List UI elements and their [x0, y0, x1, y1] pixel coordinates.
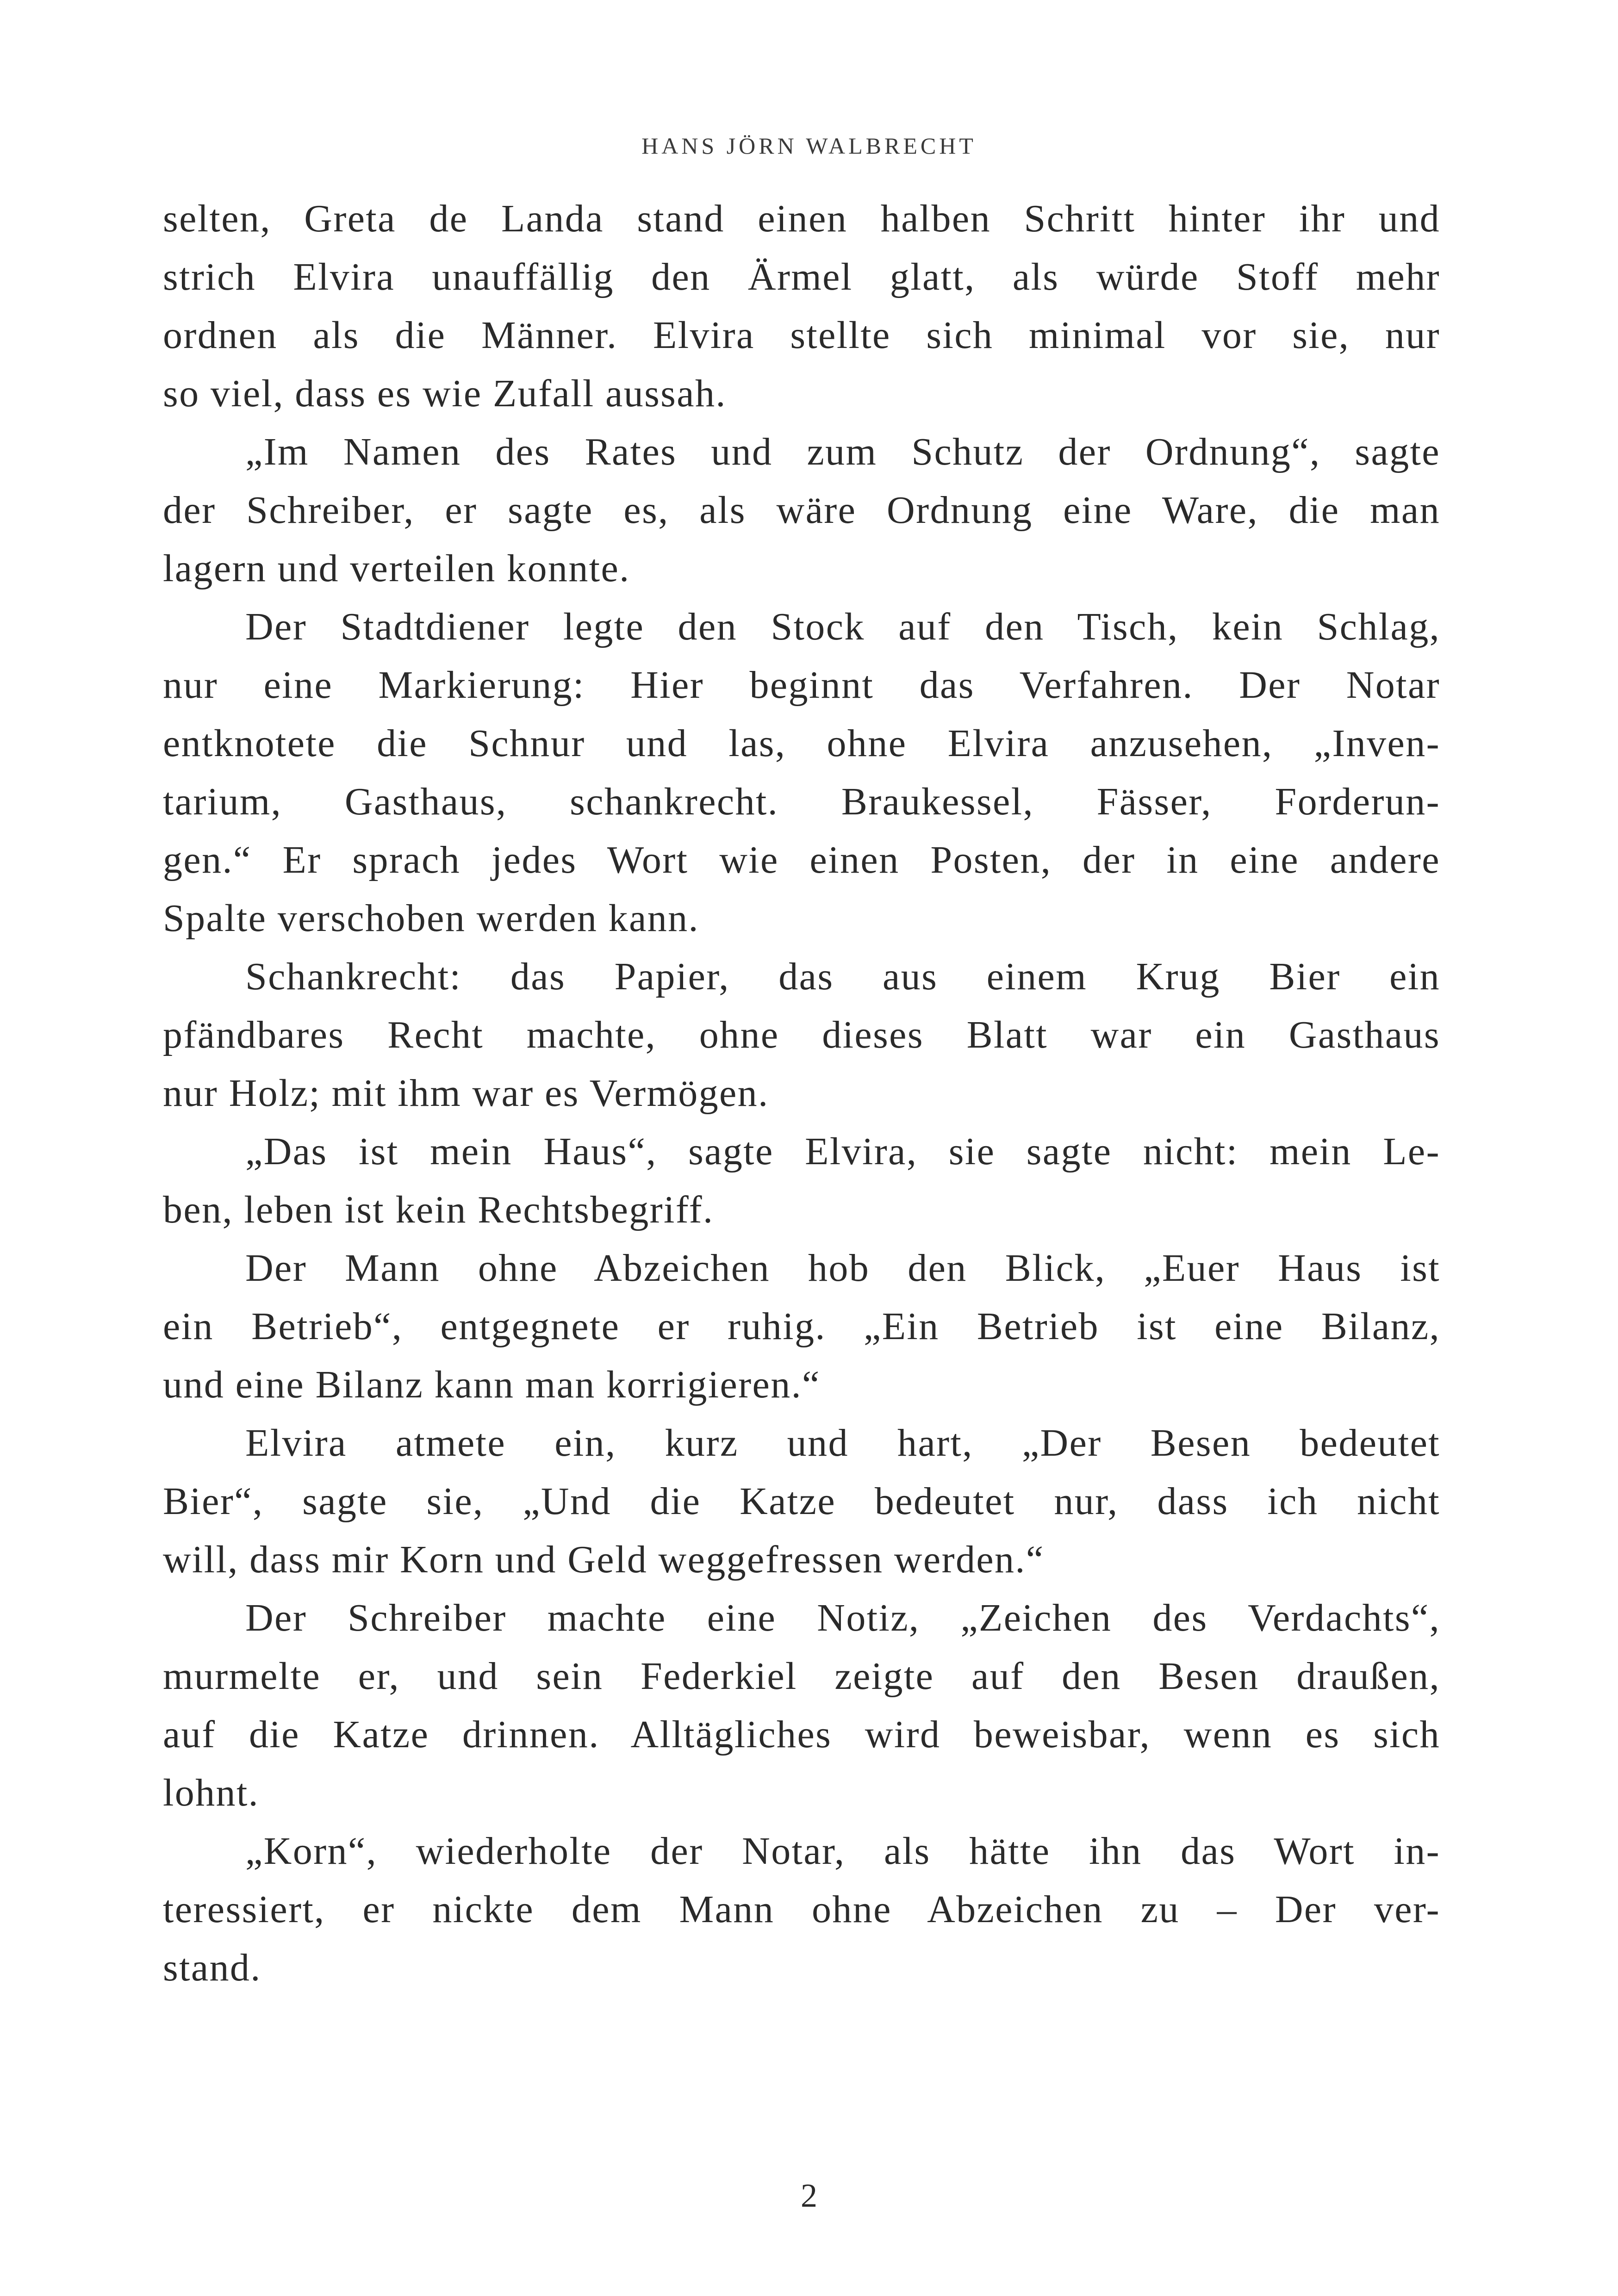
text-line: stand. [163, 1946, 261, 1989]
text-line: pfändbares Recht machte, ohne dieses Blatt war ein Gasthaus [163, 1013, 1440, 1056]
paragraph [163, 1589, 1440, 1822]
text-line: Elvira atmete ein, kurz und hart, „Der Besen bedeutet [245, 1421, 1440, 1464]
text-line: teressiert, er nickte dem Mann ohne Abzeichen zu – Der ver- [163, 1888, 1440, 1931]
running-head: HANS JÖRN WALBRECHT [641, 133, 977, 159]
text-line: Spalte verschoben werden kann. [163, 897, 699, 940]
text-line: selten, Greta de Landa stand einen halben Schritt hinter ihr und [163, 197, 1440, 240]
text-line: ordnen als die Männer. Elvira stellte sich minimal vor sie, nur [163, 314, 1440, 357]
paragraph [163, 598, 1440, 948]
text-line: strich Elvira unauffällig den Ärmel glatt, als würde Stoff mehr [163, 255, 1440, 298]
text-line: nur Holz; mit ihm war es Vermögen. [163, 1072, 769, 1115]
body-text [163, 190, 1440, 1997]
text-line: tarium, Gasthaus, schankrecht. Braukessel, Fässer, Forderun- [163, 780, 1440, 823]
paragraph [163, 948, 1440, 1123]
text-line: nur eine Markierung: Hier beginnt das Verfahren. Der Notar [163, 664, 1440, 707]
text-line: murmelte er, und sein Federkiel zeigte auf den Besen draußen, [163, 1655, 1440, 1698]
text-line: „Korn“, wiederholte der Notar, als hätte ihn das Wort in- [245, 1830, 1440, 1873]
paragraph [163, 190, 1440, 423]
text-line: der Schreiber, er sagte es, als wäre Ordnung eine Ware, die man [163, 489, 1440, 532]
text-line: lagern und verteilen konnte. [163, 547, 630, 590]
text-line: und eine Bilanz kann man korrigieren.“ [163, 1363, 821, 1406]
paragraph [163, 1414, 1440, 1589]
text-line: Schankrecht: das Papier, das aus einem Krug Bier ein [245, 955, 1440, 998]
text-line: Bier“, sagte sie, „Und die Katze bedeutet nur, dass ich nicht [163, 1480, 1440, 1523]
text-line: Der Schreiber machte eine Notiz, „Zeichen des Verdachts“, [245, 1596, 1440, 1639]
paragraph [163, 1123, 1440, 1239]
text-line: Der Stadtdiener legte den Stock auf den Tisch, kein Schlag, [245, 605, 1440, 648]
text-line: will, dass mir Korn und Geld weggefressen werden.“ [163, 1538, 1045, 1581]
paragraph [163, 423, 1440, 598]
text-line: „Im Namen des Rates und zum Schutz der Ordnung“, sagte [245, 430, 1440, 473]
text-line: so viel, dass es wie Zufall aussah. [163, 372, 727, 415]
text-line: ben, leben ist kein Rechtsbegriff. [163, 1188, 714, 1231]
text-line: ein Betrieb“, entgegnete er ruhig. „Ein Betrieb ist eine Bilanz, [163, 1305, 1440, 1348]
paragraph [163, 1239, 1440, 1414]
text-line: lohnt. [163, 1771, 260, 1814]
text-line: gen.“ Er sprach jedes Wort wie einen Posten, der in eine andere [163, 838, 1440, 881]
page-number: 2 [801, 2177, 817, 2214]
text-line: auf die Katze drinnen. Alltägliches wird beweisbar, wenn es sich [163, 1713, 1440, 1756]
text-line: Der Mann ohne Abzeichen hob den Blick, „Euer Haus ist [245, 1247, 1440, 1290]
paragraph [163, 1822, 1440, 1997]
text-line: entknotete die Schnur und las, ohne Elvira anzusehen, „Inven- [163, 722, 1440, 765]
text-line: „Das ist mein Haus“, sagte Elvira, sie sagte nicht: mein Le- [245, 1130, 1440, 1173]
